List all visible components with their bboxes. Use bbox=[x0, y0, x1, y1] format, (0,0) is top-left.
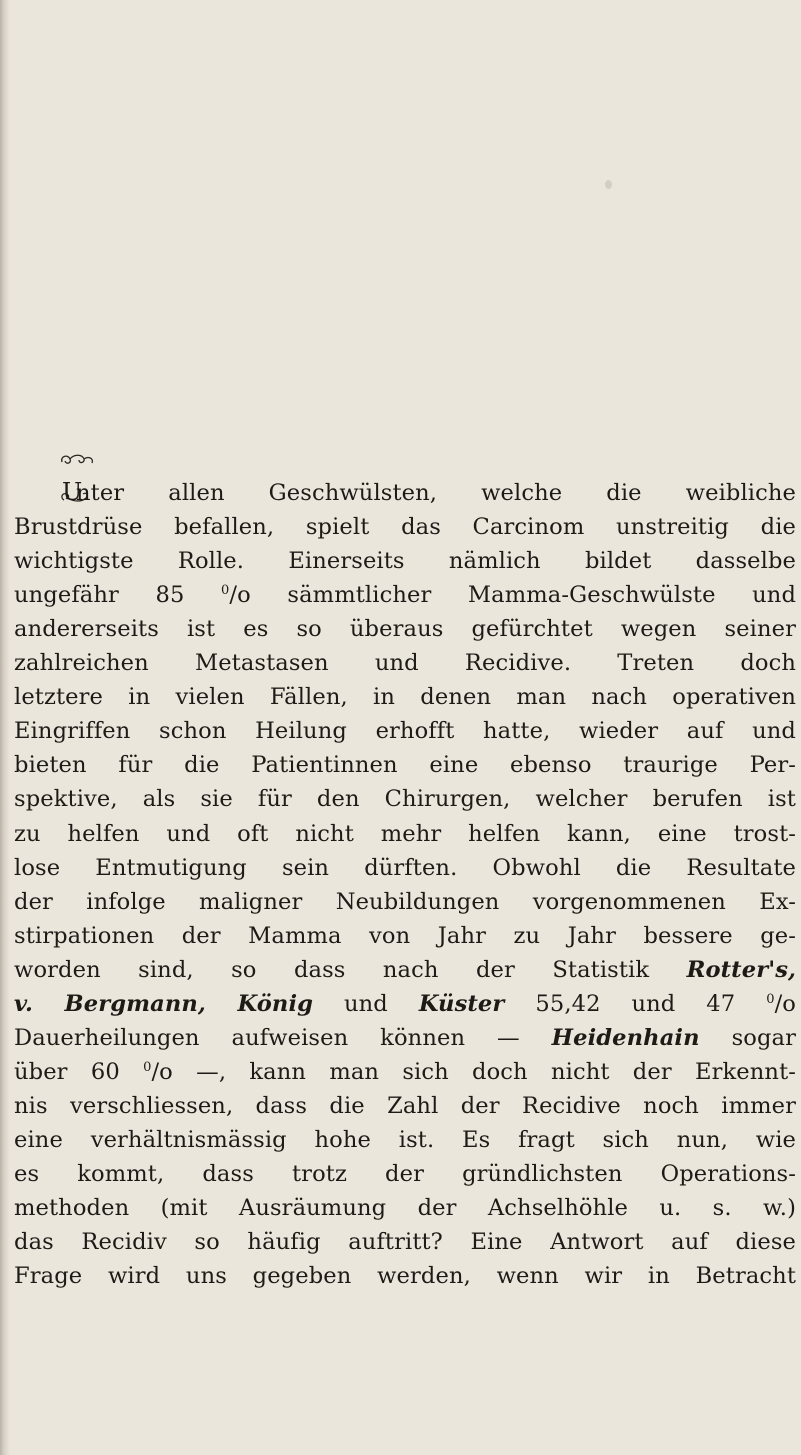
text-run: wichtigste Rolle. Einerseits nämlich bildet dasselbe bbox=[14, 548, 796, 575]
text-run: zahlreichen Metastasen und Recidive. Treten doch bbox=[14, 650, 796, 677]
superscript: 0 bbox=[143, 1059, 152, 1075]
text-run: /o —, kann man sich doch nicht der Erkennt- bbox=[151, 1058, 796, 1085]
text-line bbox=[14, 1021, 796, 1055]
text-line bbox=[14, 1259, 796, 1293]
text-line bbox=[14, 1123, 796, 1157]
text-run: lose Entmutigung sein dürften. Obwohl die Resultate bbox=[14, 854, 796, 881]
text-run: über 60 bbox=[14, 1058, 144, 1085]
text-line bbox=[14, 1225, 796, 1259]
text-line bbox=[14, 510, 796, 544]
text-run: /o bbox=[774, 990, 796, 1017]
text-run: stirpationen der Mamma von Jahr zu Jahr bessere ge- bbox=[14, 922, 796, 949]
cited-name: v. Bergmann, König bbox=[14, 990, 314, 1017]
text-line bbox=[76, 476, 796, 510]
cited-name: Heidenhain bbox=[551, 1024, 700, 1051]
text-line bbox=[14, 987, 796, 1021]
text-run: 55,42 und 47 bbox=[504, 990, 767, 1017]
text-run: Brustdrüse befallen, spielt das Carcinom unstreitig die bbox=[14, 514, 796, 540]
superscript: 0 bbox=[221, 583, 230, 599]
text-run: letztere in vielen Fällen, in denen man nach operativen bbox=[14, 684, 796, 711]
text-run: worden sind, so dass nach der Statistik bbox=[14, 956, 687, 983]
text-run: und bbox=[313, 990, 419, 1017]
text-run: es kommt, dass trotz der gründlichsten Operations- bbox=[14, 1161, 796, 1187]
text-run: nis verschliessen, dass die Zahl der Recidive noch immer bbox=[14, 1092, 796, 1119]
text-run: sogar bbox=[699, 1024, 797, 1051]
text-line bbox=[14, 544, 796, 578]
text-run: methoden (mit Ausräumung der Achselhöhle u. s. w.) bbox=[14, 1195, 796, 1221]
text-line bbox=[14, 1055, 796, 1089]
paper-speck bbox=[605, 180, 612, 189]
text-run: Eingriffen schon Heilung erhofft hatte, wieder auf und bbox=[14, 718, 796, 745]
cited-name: Küster bbox=[418, 990, 505, 1017]
text-run: nter allen Geschwülsten, welche die weibliche bbox=[76, 480, 796, 506]
text-run: das Recidiv so häufig auftritt? Eine Antwort auf diese bbox=[14, 1229, 796, 1256]
text-line bbox=[14, 782, 796, 816]
binding-shadow bbox=[0, 0, 10, 1455]
text-line bbox=[14, 817, 796, 851]
text-line bbox=[14, 1089, 796, 1123]
text-line bbox=[14, 851, 796, 885]
text-line bbox=[14, 885, 796, 919]
text-run: der infolge maligner Neubildungen vorgenommenen Ex- bbox=[14, 888, 796, 915]
text-run: Frage wird uns gegeben werden, wenn wir in Betracht bbox=[14, 1263, 796, 1290]
superscript: 0 bbox=[766, 991, 775, 1007]
text-line bbox=[14, 919, 796, 953]
cited-name: Rotter's, bbox=[686, 956, 796, 983]
text-line bbox=[14, 578, 796, 612]
text-line bbox=[14, 953, 796, 987]
text-line bbox=[14, 1191, 796, 1225]
text-run: zu helfen und oft nicht mehr helfen kann, eine trost- bbox=[14, 820, 796, 847]
text-run: spektive, als sie für den Chirurgen, welcher berufen ist bbox=[14, 786, 796, 813]
text-run: ungefähr 85 bbox=[14, 582, 222, 609]
text-run: eine verhältnismässig hohe ist. Es fragt sich nun, wie bbox=[14, 1126, 796, 1153]
dropcap-letter: U bbox=[62, 478, 83, 506]
text-run: andererseits ist es so überaus gefürchtet wegen seiner bbox=[14, 616, 796, 643]
text-line bbox=[14, 714, 796, 748]
text-line bbox=[14, 680, 796, 714]
text-line bbox=[14, 1157, 796, 1191]
text-line bbox=[14, 646, 796, 680]
text-line bbox=[14, 612, 796, 646]
text-run: Dauerheilungen aufweisen können — bbox=[14, 1024, 552, 1051]
text-run: /o sämmtlicher Mamma-Geschwülste und bbox=[229, 582, 797, 609]
text-run: bieten für die Patientinnen eine ebenso traurige Per- bbox=[14, 752, 796, 779]
text-line bbox=[14, 748, 796, 782]
